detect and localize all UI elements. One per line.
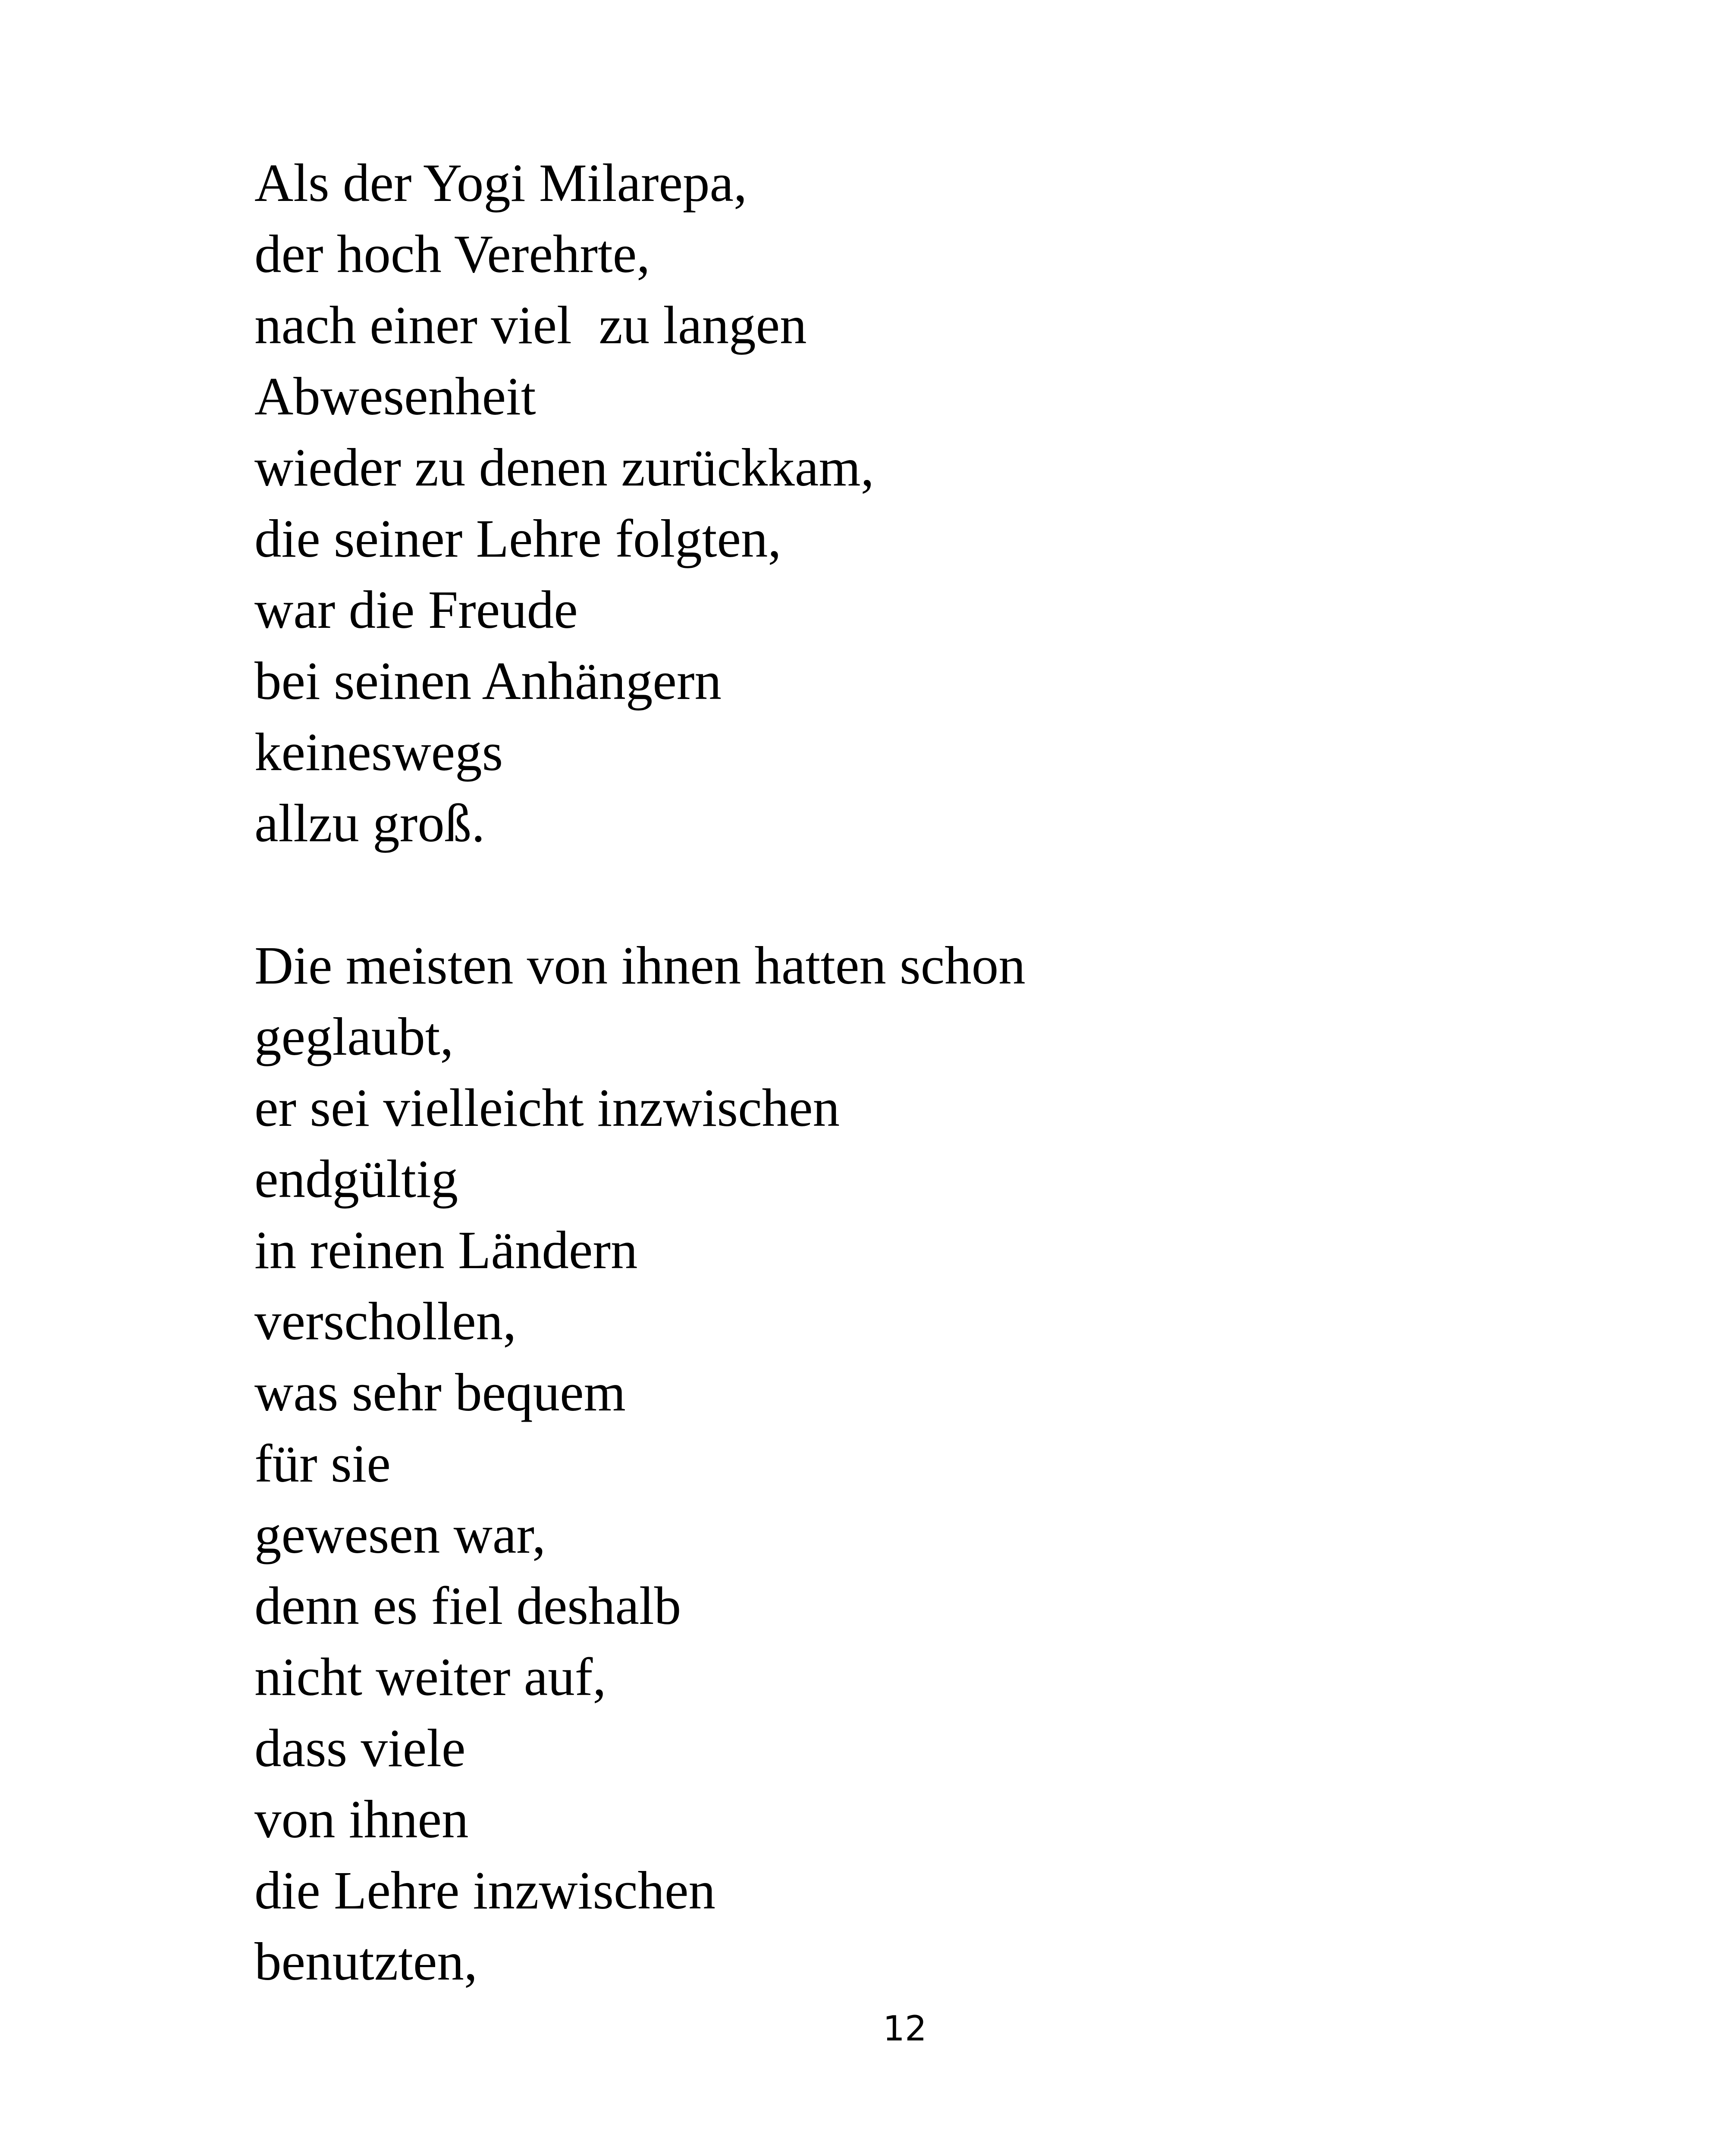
- poem-line: denn es fiel deshalb: [254, 1576, 681, 1636]
- poem-line: wieder zu denen zurückkam,: [254, 438, 874, 498]
- poem-line: gewesen war,: [254, 1505, 546, 1565]
- poem-line: in reinen Ländern: [254, 1221, 638, 1280]
- page-number: 12: [883, 2009, 927, 2049]
- poem-line: nach einer viel zu langen: [254, 296, 807, 355]
- poem-line: war die Freude: [254, 580, 578, 640]
- poem-line: die Lehre inzwischen: [254, 1861, 715, 1921]
- poem-line: Die meisten von ihnen hatten schon: [254, 936, 1026, 996]
- poem-line: verschollen,: [254, 1292, 517, 1351]
- poem-line: von ihnen: [254, 1790, 469, 1849]
- poem-line: keineswegs: [254, 723, 503, 782]
- poem-line: nicht weiter auf,: [254, 1648, 606, 1707]
- poem-line: Abwesenheit: [254, 367, 536, 426]
- poem-line: der hoch Verehrte,: [254, 225, 650, 284]
- poem-line: Als der Yogi Milarepa,: [254, 154, 747, 213]
- poem-line: die seiner Lehre folgten,: [254, 509, 781, 569]
- poem-line: geglaubt,: [254, 1007, 454, 1067]
- poem-line: was sehr bequem: [254, 1363, 626, 1423]
- poem-line: dass viele: [254, 1719, 466, 1778]
- poem-line: endgültig: [254, 1150, 458, 1209]
- poem-line: allzu groß.: [254, 794, 485, 853]
- poem-line: er sei vielleicht inzwischen: [254, 1078, 840, 1138]
- poem-line: benutzten,: [254, 1932, 478, 1992]
- poem-line: für sie: [254, 1434, 391, 1494]
- poem-line: bei seinen Anhängern: [254, 652, 722, 711]
